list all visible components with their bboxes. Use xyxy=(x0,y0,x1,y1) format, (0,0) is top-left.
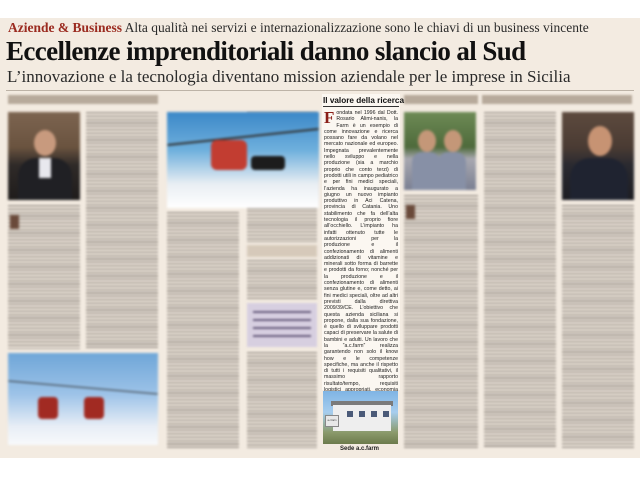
blurred-text-column xyxy=(404,195,478,448)
blurred-text-column xyxy=(484,112,556,448)
page-subtitle: L’innovazione e la tecnologia diventano mission aziendale per le imprese in Sicilia xyxy=(7,67,571,86)
blurred-drop-cap xyxy=(406,205,415,219)
cable-car-photo xyxy=(8,353,158,445)
portrait-photo xyxy=(8,112,80,200)
page-headline: Eccellenze imprenditoriali danno slancio al Sud xyxy=(6,36,526,66)
headquarters-photo xyxy=(323,391,398,444)
ski-lift-photo xyxy=(167,112,319,208)
article-heading: Il valore della ricerca xyxy=(323,96,405,105)
column-header-blurred xyxy=(404,95,478,104)
blurred-text-column xyxy=(247,352,317,448)
blurred-text-column xyxy=(86,112,158,349)
section-label: Aziende & Business xyxy=(8,20,123,35)
drop-cap: F xyxy=(324,108,335,127)
column-header-blurred xyxy=(482,95,632,104)
photo-caption: Sede a.c.farm xyxy=(340,446,380,452)
kicker-text: Alta qualità nei servizi e internazionalizzazione sono le chiavi di un business vincente xyxy=(124,20,589,35)
group-portrait-photo xyxy=(404,112,476,190)
blurred-text-column xyxy=(562,205,634,448)
blurred-text-column xyxy=(247,260,317,300)
column-header-blurred xyxy=(8,95,158,104)
header-divider xyxy=(6,90,634,91)
logo-strip-blurred xyxy=(247,245,317,257)
kicker-line xyxy=(8,20,638,36)
article-heading-rule xyxy=(323,106,399,107)
blurred-text-column xyxy=(167,212,239,448)
article-text: ondata nel 1996 dal Dott. Rosario Alimi-nanis, la Farm è un esempio di come innovazione e ricerca possano fare da volano nel mercato nazionale ed europeo. Impegnata prevalentemente nello sviluppo e nella produzione (sia a marchio proprio che conto terzi) di prodotti utili in campo pediatrico e per fini medici speciali, l’azienda ha inaugurato a giugno un nuovo impianto produttivo in Aci Catena, provincia di Catania. Uno stabilimento che fa dell’alta tecnologia il proprio fiore all’occhiello. L’impianto ha infatti ottenuto tutte le autorizzazioni per la produzione e il confezionamento di alimenti addizionati di vitamine e minerali sotto forma di barrette e prodotti da forno; nonché per la produzione e il confezionamento di alimenti senza glutine e, come detto, ai fini medici speciali, oltre ad altri previsti dalla direttiva 2009/39/CE. L’obiettivo che questa azienda siciliana si propone, dalla sua fondazione, è quello di sviluppare prodotti capaci di preservare la salute di bambini e adulti. Un lavoro che la “a.c.farm” realizza garantendo non solo il know how e le competenze specifiche, ma anche il rispetto di tutti i requisiti qualitativi, il massimo rapporto risultato/tempo, requisiti xyxy=(324,110,398,387)
building-sign-text: a.c.farm xyxy=(327,419,337,422)
portrait-photo xyxy=(562,112,634,200)
building-sign xyxy=(325,415,339,427)
pull-quote-box xyxy=(247,303,317,347)
article-body xyxy=(324,110,398,392)
blurred-drop-cap xyxy=(10,215,19,229)
